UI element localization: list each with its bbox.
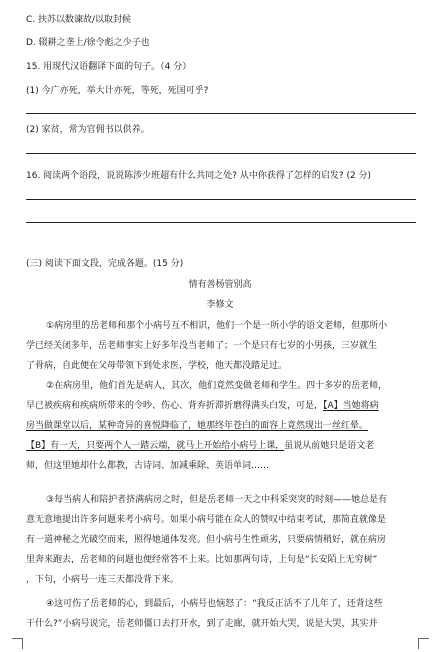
answer-line: [26, 222, 416, 223]
paragraph-text: 虽说从前她只是语文老: [284, 441, 375, 451]
paragraph-line: ①病房里的岳老师和那个小病号互不相识，他们一个是一所小学的语文老师，但那所小: [46, 321, 388, 331]
paragraph-2: [26, 376, 418, 476]
crop-mark: [12, 638, 23, 649]
paragraph-line: 意无意地提出许多问题来考小病号。如果小病号能在众人的赞叹中结束考试，那简直就像是: [26, 515, 387, 525]
section-3-heading: (三) 阅读下面文段，完成各题。(15 分): [26, 259, 184, 269]
paragraph-3: [26, 490, 418, 590]
paragraph-line: 里奔来跑去，岳老师的问题也便经常答不上来。比如那两句诗，上句是“长安陌上无穷树”: [26, 555, 378, 565]
crop-mark: [418, 638, 429, 649]
paragraph-line: 有一道神秘之光破空而来，照得她通体发亮。但小病号生性顽劣，只要病情稍好，就在病房: [26, 535, 387, 545]
question-15-sentence-2: (2) 家贫，常为官佣书以供养。: [26, 125, 150, 135]
paragraph-line: 学已经关闭多年，岳老师事实上好多年没当老师了；一个是只有七岁的小男孩，三岁就生: [26, 341, 378, 351]
marked-sentence-b: 【B】有一天，: [26, 441, 87, 451]
paragraph-line: 师，但这里她却什么都教，古诗词、加减乘除、英语单词……: [26, 461, 270, 471]
marked-sentence-a-cont: 房当做课堂以后，某种奇异的喜悦降临了，她那终年苍白的面容上竟然现出一丝红晕。: [26, 421, 369, 431]
question-15-sentence-1: (1) 今广亦死，举大计亦死，等死，死国可乎?: [26, 86, 209, 96]
question-16-title: 16. 阅读两个语段，说说陈涉少班超有什么共同之处? 从中你获得了怎样的启发? (2 分): [26, 171, 372, 181]
article-author: 李修文: [206, 300, 234, 310]
marked-sentence-a: 【A】当她将病: [323, 401, 379, 411]
marked-sentence-b-cont: 只要两个人一踏云端，就马上开始给小病号上课，: [86, 441, 285, 451]
answer-line: [26, 153, 416, 154]
paragraph-1: [26, 316, 418, 376]
paragraph-line: ②在病房里，他们首先是病人，其次，他们竟然变做老师和学生。四十多岁的岳老师，: [46, 381, 388, 391]
paragraph-line: 干什么?”小病号说完，岳老师僵口去打开水，到了走廊，就开始大哭，说是大哭，其实并: [26, 619, 378, 629]
paragraph-line: ③每当病人和陪护者挤满病房之时，但是岳老师一天之中科采突突的时刻——她总是有: [46, 495, 388, 505]
answer-line: [26, 113, 416, 114]
option-d: D. 辍耕之垄上/徐令彪之少子也: [26, 38, 150, 48]
paragraph-line: 了骨病，自此便在父母带领下到处求医，学校，他天都没踏足过。: [26, 361, 288, 371]
article-title: 情有善杨管别高: [188, 280, 252, 290]
paragraph-line: [26, 436, 418, 456]
paragraph-text: 早已被疾病和疾病所带来的令吵、伤心、背弃折滞折磨得满头白发，可是，: [26, 401, 324, 411]
paragraph-4: [26, 594, 418, 634]
paragraph-line: ，下句，小病号一连三天都没背下来。: [26, 575, 180, 585]
question-15-title: 15. 用现代汉语翻译下面的句子。（4 分）: [26, 62, 192, 72]
option-c: C. 扶苏以数谏故/以取封候: [26, 15, 132, 25]
paragraph-line: [26, 396, 418, 416]
answer-line: [26, 199, 416, 200]
paragraph-line: ④这可伤了岳老师的心，到最后，小病号也恼怒了：“我反正活不了几年了，还背这些: [46, 599, 383, 609]
